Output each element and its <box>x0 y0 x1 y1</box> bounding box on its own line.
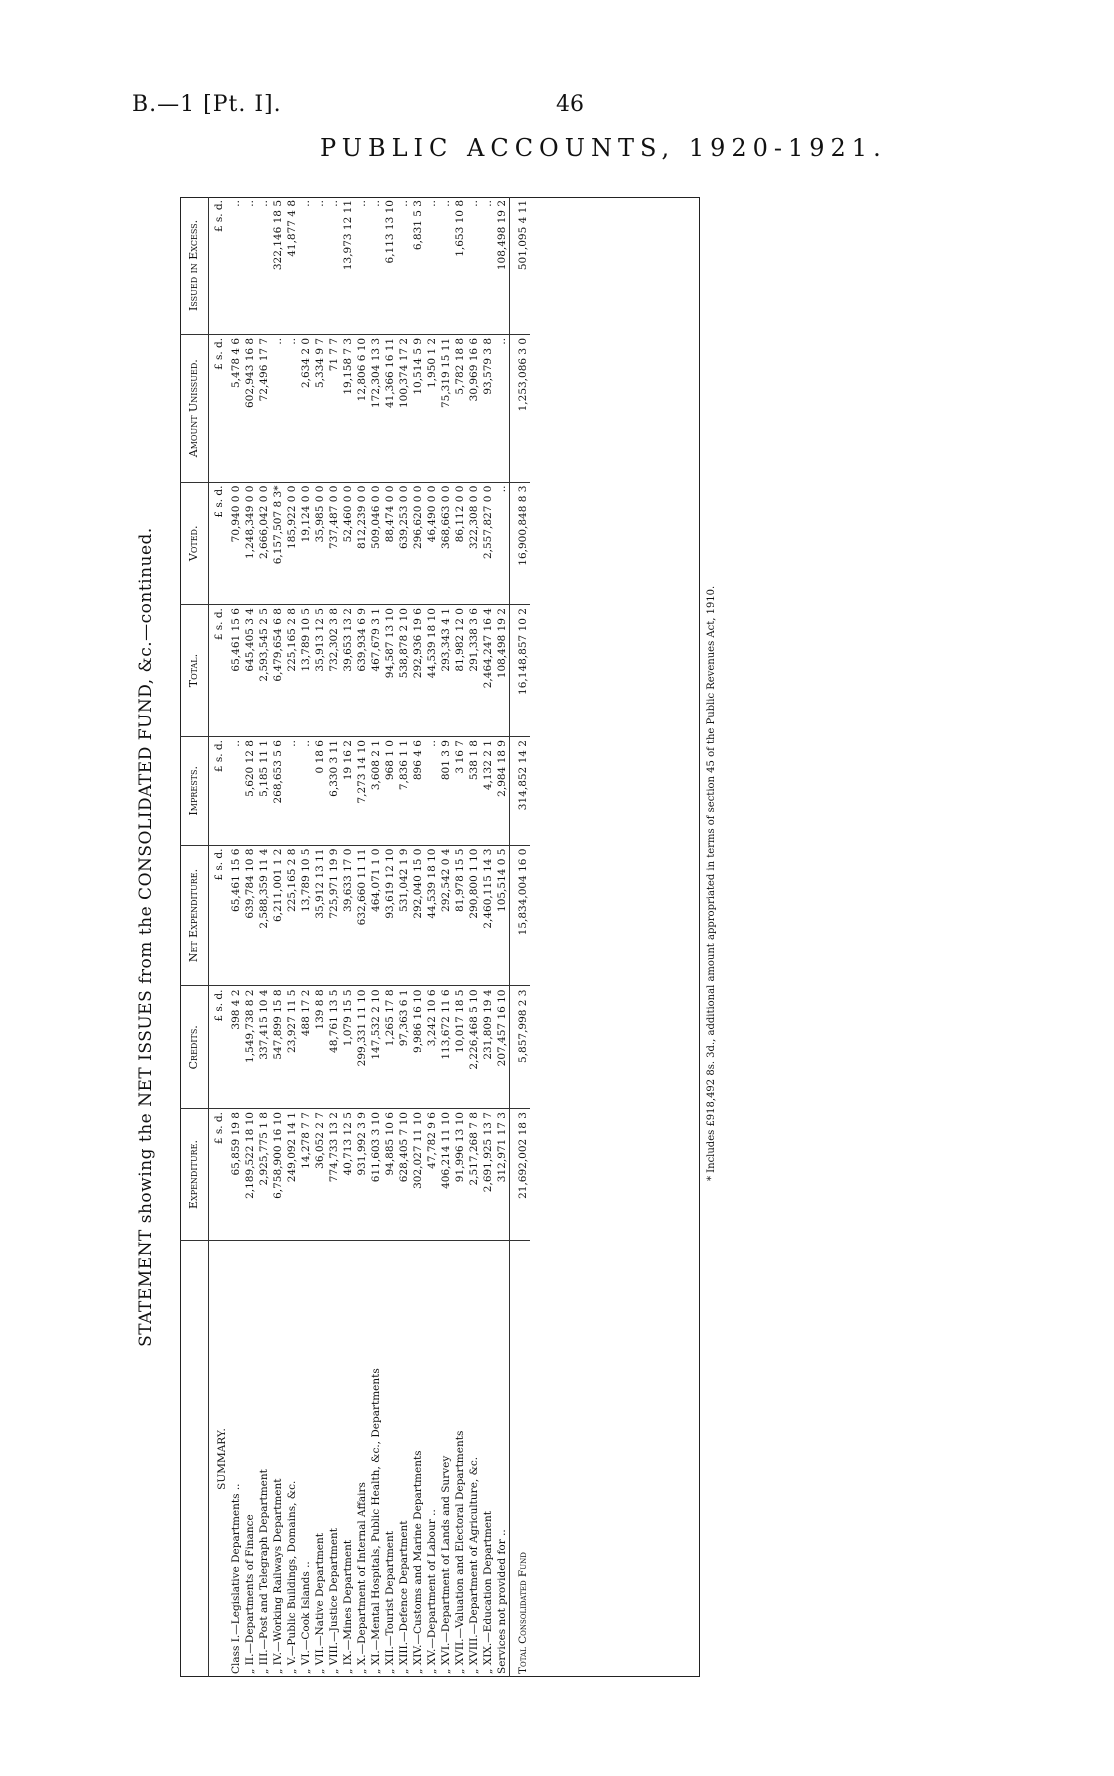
cell-total: 35,913 12 5 <box>313 605 327 737</box>
cell-total: 6,479,654 6 8 <box>271 605 285 737</box>
cell-unissued: 93,579 3 8 <box>481 334 495 482</box>
cell-unissued: 71 7 7 <box>327 334 341 482</box>
cell-expenditure: 14,278 7 7 <box>299 1109 313 1241</box>
cell-net-expenditure: 2,588,359 11 4 <box>257 845 271 986</box>
cell-unissued: 100,374 17 2 <box>397 334 411 482</box>
credits-header: Credits. <box>180 986 209 1109</box>
table-row <box>453 197 467 1677</box>
cell-expenditure: 2,925,775 1 8 <box>257 1109 271 1241</box>
cell-unissued: 75,319 15 11 <box>439 334 453 482</box>
cell-total: 291,338 3 6 <box>467 605 481 737</box>
table-row <box>397 197 411 1677</box>
cell-net-expenditure: 93,619 12 10 <box>383 845 397 986</box>
cell-expenditure: 40,713 12 5 <box>341 1109 355 1241</box>
cell-unissued: 10,514 5 9 <box>411 334 425 482</box>
cell-excess: .. <box>313 197 327 334</box>
units-label: £ s. d. <box>209 334 230 482</box>
cell-credits: 10,017 18 5 <box>453 986 467 1109</box>
cell-voted: 2,557,827 0 0 <box>481 482 495 605</box>
cell-excess: .. <box>355 197 369 334</box>
cell-net-expenditure: 39,633 17 0 <box>341 845 355 986</box>
cell-excess: 108,498 19 2 <box>495 197 510 334</box>
cell-excess: .. <box>439 197 453 334</box>
row-label: „ XVI.—Department of Lands and Survey <box>440 1455 452 1674</box>
cell-expenditure: 47,782 9 6 <box>425 1109 439 1241</box>
row-label: „ XI.—Mental Hospitals, Public Health, &c., Departments <box>370 1368 382 1674</box>
cell-imprests: 7,836 1 1 <box>397 737 411 845</box>
cell-credits: 113,672 11 6 <box>439 986 453 1109</box>
cell-excess: .. <box>467 197 481 334</box>
summary-heading: SUMMARY. <box>216 1428 228 1490</box>
cell-total: 13,789 10 5 <box>299 605 313 737</box>
cell-total: 44,539 18 10 <box>425 605 439 737</box>
cell-imprests: 538 1 8 <box>467 737 481 845</box>
cell-total: 81,982 12 0 <box>453 605 467 737</box>
cell-credits: 23,927 11 5 <box>285 986 299 1109</box>
cell-expenditure: 628,405 7 10 <box>397 1109 411 1241</box>
cell-credits: 231,809 19 4 <box>481 986 495 1109</box>
units-label: £ s. d. <box>209 845 230 986</box>
cell-imprests: 3 16 7 <box>453 737 467 845</box>
cell-unissued: 12,806 6 10 <box>355 334 369 482</box>
cell-unissued: 602,943 16 8 <box>243 334 257 482</box>
cell-excess: 322,146 18 5 <box>271 197 285 334</box>
cell-net-expenditure: 13,789 10 5 <box>299 845 313 986</box>
total-voted: 16,900,848 8 3 <box>510 482 531 605</box>
running-header-left: B.—1 [Pt. I]. <box>132 92 282 117</box>
cell-imprests: 968 1 0 <box>383 737 397 845</box>
statement-table <box>180 197 530 1677</box>
imprests-header: Imprests. <box>180 737 209 845</box>
cell-voted: 296,620 0 0 <box>411 482 425 605</box>
cell-total: 65,461 15 6 <box>229 605 243 737</box>
cell-credits: 337,415 10 4 <box>257 986 271 1109</box>
cell-voted: 88,474 0 0 <box>383 482 397 605</box>
row-label: „ II.—Departments of Finance <box>244 1514 256 1674</box>
cell-unissued: 72,496 17 7 <box>257 334 271 482</box>
cell-excess: .. <box>397 197 411 334</box>
cell-total: 293,343 4 1 <box>439 605 453 737</box>
cell-imprests: .. <box>425 737 439 845</box>
table-row <box>369 197 383 1677</box>
row-label: Services not provided for .. <box>496 1529 508 1674</box>
footnote: * Includes £918,492 8s. 3d., additional amount appropriated in terms of section 45 of the Public Revenues Act, 1910. <box>706 585 717 1181</box>
cell-excess: 1,653 10 8 <box>453 197 467 334</box>
cell-credits: 547,899 15 8 <box>271 986 285 1109</box>
cell-excess: .. <box>481 197 495 334</box>
cell-total: 538,878 2 10 <box>397 605 411 737</box>
cell-voted: 35,985 0 0 <box>313 482 327 605</box>
cell-unissued: .. <box>271 334 285 482</box>
cell-net-expenditure: 225,165 2 8 <box>285 845 299 986</box>
cell-credits: 398 4 2 <box>229 986 243 1109</box>
cell-voted: 737,487 0 0 <box>327 482 341 605</box>
total-header: Total. <box>180 605 209 737</box>
cell-credits: 299,331 11 10 <box>355 986 369 1109</box>
cell-imprests: 268,653 5 6 <box>271 737 285 845</box>
table-row <box>257 197 271 1677</box>
units-label: £ s. d. <box>209 986 230 1109</box>
cell-expenditure: 611,603 3 10 <box>369 1109 383 1241</box>
table-row <box>243 197 257 1677</box>
cell-expenditure: 774,733 13 2 <box>327 1109 341 1241</box>
cell-net-expenditure: 65,461 15 6 <box>229 845 243 986</box>
table-row <box>467 197 481 1677</box>
cell-excess: .. <box>327 197 341 334</box>
row-label: „ XII.—Tourist Department <box>384 1531 396 1674</box>
cell-unissued: .. <box>285 334 299 482</box>
cell-voted: 2,666,042 0 0 <box>257 482 271 605</box>
cell-imprests: 2,984 18 9 <box>495 737 510 845</box>
expenditure-header: Expenditure. <box>180 1109 209 1241</box>
total-net-expenditure: 15,834,004 16 0 <box>510 845 531 986</box>
label-column-header <box>180 1241 209 1678</box>
page-title: PUBLIC ACCOUNTS, 1920-1921. <box>320 134 887 162</box>
cell-credits: 97,363 6 1 <box>397 986 411 1109</box>
cell-net-expenditure: 6,211,001 1 2 <box>271 845 285 986</box>
cell-voted: 19,124 0 0 <box>299 482 313 605</box>
cell-imprests: .. <box>229 737 243 845</box>
cell-unissued: 2,634 2 0 <box>299 334 313 482</box>
cell-credits: 3,242 10 6 <box>425 986 439 1109</box>
cell-voted: .. <box>495 482 510 605</box>
units-label: £ s. d. <box>209 482 230 605</box>
row-label: „ XVII.—Valuation and Electoral Departments <box>454 1430 466 1674</box>
cell-net-expenditure: 632,660 11 11 <box>355 845 369 986</box>
cell-unissued: 30,969 16 6 <box>467 334 481 482</box>
table-row <box>299 197 313 1677</box>
cell-total: 732,302 3 8 <box>327 605 341 737</box>
voted-header: Voted. <box>180 482 209 605</box>
cell-credits: 147,532 2 10 <box>369 986 383 1109</box>
row-label: „ VII.—Native Department <box>314 1532 326 1674</box>
page-number: 46 <box>556 92 584 117</box>
rotated-statement <box>136 197 717 1677</box>
table-row <box>229 197 243 1677</box>
cell-expenditure: 2,189,522 18 10 <box>243 1109 257 1241</box>
cell-voted: 46,490 0 0 <box>425 482 439 605</box>
total-imprests: 314,852 14 2 <box>510 737 531 845</box>
cell-total: 39,653 13 2 <box>341 605 355 737</box>
cell-expenditure: 91,996 13 10 <box>453 1109 467 1241</box>
cell-voted: 6,157,507 8 3* <box>271 482 285 605</box>
cell-voted: 1,248,349 0 0 <box>243 482 257 605</box>
units-label: £ s. d. <box>209 197 230 334</box>
table-row <box>425 197 439 1677</box>
cell-voted: 322,308 0 0 <box>467 482 481 605</box>
table-row <box>327 197 341 1677</box>
cell-total: 225,165 2 8 <box>285 605 299 737</box>
cell-imprests: 0 18 6 <box>313 737 327 845</box>
cell-excess: .. <box>299 197 313 334</box>
units-label: £ s. d. <box>209 737 230 845</box>
cell-total: 467,679 3 1 <box>369 605 383 737</box>
cell-imprests: .. <box>285 737 299 845</box>
unissued-header: Amount Unissued. <box>180 334 209 482</box>
cell-credits: 1,549,738 8 2 <box>243 986 257 1109</box>
cell-total: 645,405 3 4 <box>243 605 257 737</box>
cell-voted: 812,239 0 0 <box>355 482 369 605</box>
cell-voted: 52,460 0 0 <box>341 482 355 605</box>
cell-credits: 48,761 13 5 <box>327 986 341 1109</box>
table-row <box>495 197 510 1677</box>
cell-expenditure: 94,885 10 6 <box>383 1109 397 1241</box>
cell-expenditure: 249,092 14 1 <box>285 1109 299 1241</box>
total-excess: 501,095 4 11 <box>510 197 531 334</box>
row-label: „ V.—Public Buildings, Domains, &c. <box>286 1480 298 1674</box>
cell-expenditure: 931,992 3 9 <box>355 1109 369 1241</box>
total-expenditure: 21,692,002 18 3 <box>510 1109 531 1241</box>
cell-imprests: 6,330 3 11 <box>327 737 341 845</box>
row-label: „ X.—Department of Internal Affairs <box>356 1482 368 1674</box>
units-label: £ s. d. <box>209 605 230 737</box>
cell-imprests: 5,620 12 8 <box>243 737 257 845</box>
cell-total: 639,934 6 9 <box>355 605 369 737</box>
cell-unissued: 19,158 7 3 <box>341 334 355 482</box>
cell-credits: 488 17 2 <box>299 986 313 1109</box>
cell-voted: 368,663 0 0 <box>439 482 453 605</box>
cell-imprests: 896 4 6 <box>411 737 425 845</box>
cell-voted: 509,046 0 0 <box>369 482 383 605</box>
table-row <box>341 197 355 1677</box>
cell-expenditure: 2,517,268 7 8 <box>467 1109 481 1241</box>
cell-credits: 1,265 17 8 <box>383 986 397 1109</box>
cell-expenditure: 312,971 17 3 <box>495 1109 510 1241</box>
table-row <box>271 197 285 1677</box>
row-label: „ IX.—Mines Department <box>342 1539 354 1674</box>
table-row <box>383 197 397 1677</box>
cell-total: 108,498 19 2 <box>495 605 510 737</box>
cell-expenditure: 65,859 19 8 <box>229 1109 243 1241</box>
cell-net-expenditure: 105,514 0 5 <box>495 845 510 986</box>
cell-imprests: 5,185 11 1 <box>257 737 271 845</box>
cell-imprests: 3,608 2 1 <box>369 737 383 845</box>
cell-excess: 6,113 13 10 <box>383 197 397 334</box>
cell-excess: 13,973 12 11 <box>341 197 355 334</box>
statement-rows <box>209 197 510 1677</box>
cell-unissued: 5,782 18 8 <box>453 334 467 482</box>
cell-net-expenditure: 725,971 19 9 <box>327 845 341 986</box>
cell-excess: 41,877 4 8 <box>285 197 299 334</box>
table-row <box>285 197 299 1677</box>
cell-voted: 86,112 0 0 <box>453 482 467 605</box>
cell-imprests: 801 3 9 <box>439 737 453 845</box>
cell-excess: 6,831 5 3 <box>411 197 425 334</box>
table-row <box>313 197 327 1677</box>
cell-voted: 185,922 0 0 <box>285 482 299 605</box>
table-row <box>439 197 453 1677</box>
row-label: „ XVIII.—Department of Agriculture, &c. <box>468 1456 480 1674</box>
row-label: „ XIV.—Customs and Marine Departments <box>412 1450 424 1674</box>
cell-excess: .. <box>243 197 257 334</box>
row-label: Class I.—Legislative Departments .. <box>230 1483 242 1674</box>
cell-net-expenditure: 639,784 10 8 <box>243 845 257 986</box>
cell-net-expenditure: 531,042 1 9 <box>397 845 411 986</box>
cell-net-expenditure: 44,539 18 10 <box>425 845 439 986</box>
cell-unissued: 172,304 13 3 <box>369 334 383 482</box>
row-label: „ VIII.—Justice Department <box>328 1527 340 1674</box>
cell-credits: 2,226,468 5 10 <box>467 986 481 1109</box>
cell-total: 292,936 19 6 <box>411 605 425 737</box>
cell-credits: 1,079 15 5 <box>341 986 355 1109</box>
excess-header: Issued in Excess. <box>180 197 209 334</box>
cell-unissued: 5,478 4 6 <box>229 334 243 482</box>
total-total: 16,148,857 10 2 <box>510 605 531 737</box>
row-label: „ XIX.—Education Department <box>482 1510 494 1674</box>
row-label: „ III.—Post and Telegraph Department <box>258 1469 270 1674</box>
cell-excess: .. <box>425 197 439 334</box>
cell-unissued: 5,334 9 7 <box>313 334 327 482</box>
cell-credits: 139 8 8 <box>313 986 327 1109</box>
cell-credits: 9,986 16 10 <box>411 986 425 1109</box>
total-unissued: 1,253,086 3 0 <box>510 334 531 482</box>
cell-voted: 639,253 0 0 <box>397 482 411 605</box>
cell-net-expenditure: 464,071 1 0 <box>369 845 383 986</box>
cell-net-expenditure: 2,460,115 14 3 <box>481 845 495 986</box>
units-label: £ s. d. <box>209 1109 230 1241</box>
cell-imprests: 4,132 2 1 <box>481 737 495 845</box>
cell-expenditure: 36,052 2 7 <box>313 1109 327 1241</box>
cell-expenditure: 6,758,900 16 10 <box>271 1109 285 1241</box>
total-row <box>510 197 531 1677</box>
cell-unissued: 41,366 16 11 <box>383 334 397 482</box>
row-label: „ VI.—Cook Islands .. <box>300 1561 312 1674</box>
total-credits: 5,857,998 2 3 <box>510 986 531 1109</box>
total-label: Total Consolidated Fund <box>510 1241 531 1678</box>
net-expenditure-header: Net Expenditure. <box>180 845 209 986</box>
cell-net-expenditure: 292,542 0 4 <box>439 845 453 986</box>
cell-net-expenditure: 35,912 13 11 <box>313 845 327 986</box>
table-row <box>355 197 369 1677</box>
cell-unissued: .. <box>495 334 510 482</box>
statement-title: STATEMENT showing the NET ISSUES from the CONSOLIDATED FUND, &c.—continued. <box>136 527 156 1347</box>
row-label: „ IV.—Working Railways Department <box>272 1478 284 1674</box>
cell-voted: 70,940 0 0 <box>229 482 243 605</box>
row-label: „ XIII.—Defence Department <box>398 1520 410 1674</box>
cell-unissued: 1,950 1 2 <box>425 334 439 482</box>
cell-expenditure: 406,214 11 10 <box>439 1109 453 1241</box>
cell-excess: .. <box>369 197 383 334</box>
cell-excess: .. <box>257 197 271 334</box>
cell-imprests: .. <box>299 737 313 845</box>
cell-total: 2,593,545 2 5 <box>257 605 271 737</box>
cell-net-expenditure: 290,800 1 10 <box>467 845 481 986</box>
row-label: „ XV.—Department of Labour .. <box>426 1509 438 1674</box>
cell-total: 2,464,247 16 4 <box>481 605 495 737</box>
cell-imprests: 19 16 2 <box>341 737 355 845</box>
cell-net-expenditure: 81,978 15 5 <box>453 845 467 986</box>
cell-excess: .. <box>229 197 243 334</box>
cell-expenditure: 302,027 11 10 <box>411 1109 425 1241</box>
cell-credits: 207,457 16 10 <box>495 986 510 1109</box>
table-row <box>481 197 495 1677</box>
cell-net-expenditure: 292,040 15 0 <box>411 845 425 986</box>
cell-imprests: 7,273 14 10 <box>355 737 369 845</box>
cell-expenditure: 2,691,925 13 7 <box>481 1109 495 1241</box>
cell-total: 94,587 13 10 <box>383 605 397 737</box>
table-row <box>411 197 425 1677</box>
